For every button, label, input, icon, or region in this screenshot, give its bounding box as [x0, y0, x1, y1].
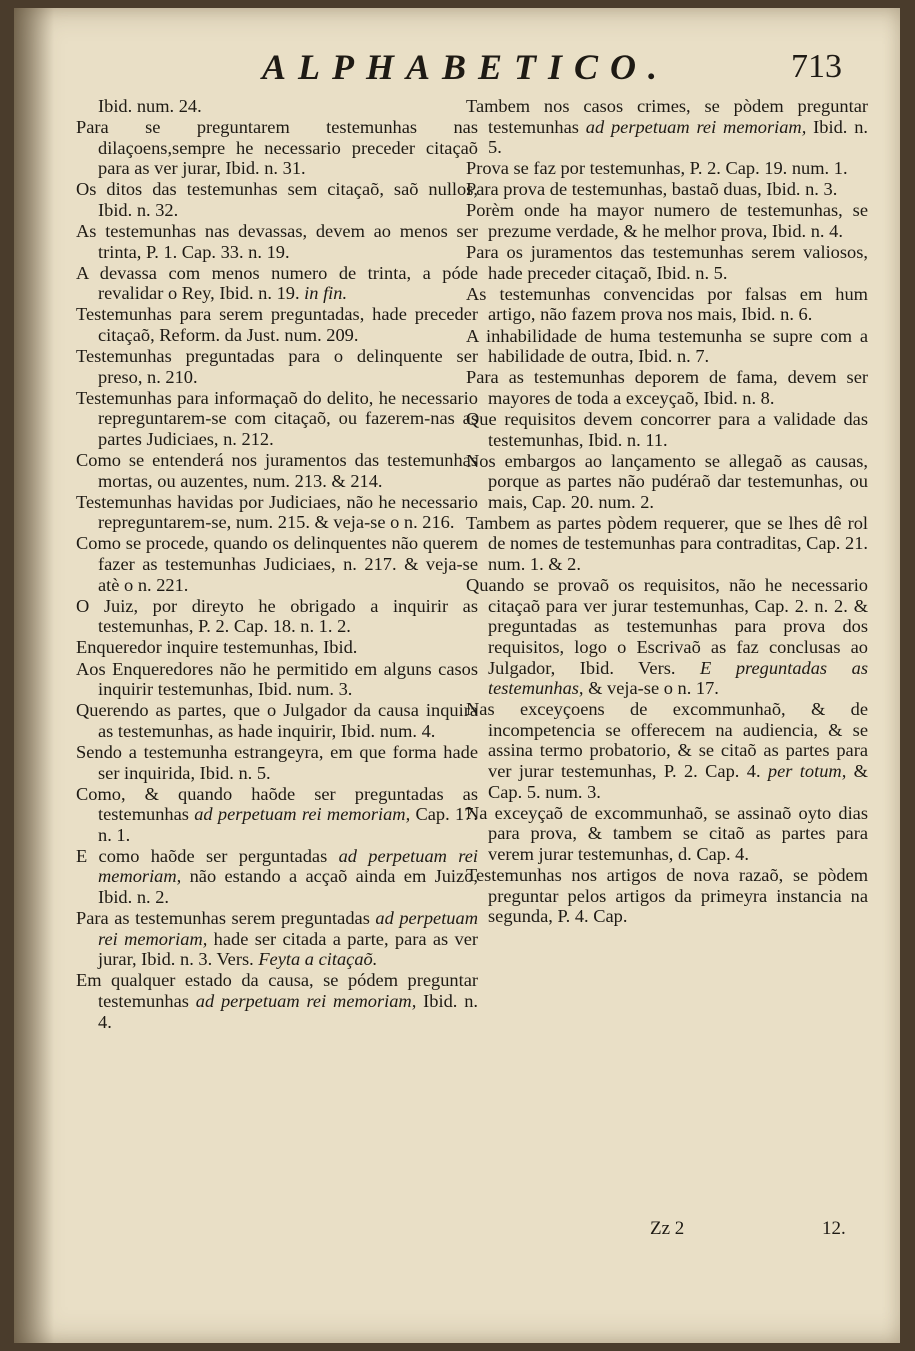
- running-title: ALPHABETICO.: [262, 47, 670, 87]
- index-entry: Em qualquer estado da causa, se pódem preguntar testemunhas ad perpetuam rei memoriam, Ibid. n. 4.: [76, 970, 478, 1032]
- book-page: [14, 8, 900, 1343]
- index-entry: Tambem as partes pòdem requerer, que se lhes dê rol de nomes de testemunhas para contraditas, Cap. 21. num. 1. & 2.: [466, 512, 868, 575]
- index-entry: Como se procede, quando os delinquentes não querem fazer as testemunhas Judiciaes, n. 217. & veja-se atè o n. 221.: [76, 533, 478, 595]
- index-entry: Porèm onde ha mayor numero de testemunhas, se prezume verdade, & he melhor prova, Ibid. n. 4.: [466, 200, 868, 242]
- index-entry: Como se entenderá nos juramentos das testemunhas mortas, ou auzentes, num. 213. & 214.: [76, 450, 478, 491]
- index-entry: Querendo as partes, que o Julgador da causa inquira as testemunhas, as hade inquirir, Ibid. num. 4.: [76, 700, 478, 741]
- catchword: 12.: [822, 1218, 846, 1239]
- index-entry: Nas exceyçoens de excommunhaõ, & de incompetencia se offerecem na audiencia, & se assina termo probatorio, & se citaõ as partes para ver jurar testemunhas, P. 2. Cap. 4. per totum, & Cap. 5. num. 3.: [466, 699, 868, 802]
- index-entry: A devassa com menos numero de trinta, a póde revalidar o Rey, Ibid. n. 19. in fin.: [76, 262, 478, 304]
- signature-mark: Zz 2: [650, 1218, 685, 1239]
- index-entry: Que requisitos devem concorrer para a validade das testemunhas, Ibid. n. 11.: [466, 408, 868, 450]
- index-entry: Testemunhas havidas por Judiciaes, não he necessario repreguntarem-se, num. 215. & veja-se o n. 216.: [76, 491, 478, 533]
- index-entry: Os ditos das testemunhas sem citaçaõ, saõ nullos, Ibid. n. 32.: [76, 179, 478, 220]
- page-number: 713: [791, 48, 842, 85]
- index-entry: O Juiz, por direyto he obrigado a inquirir as testemunhas, P. 2. Cap. 18. n. 1. 2.: [76, 595, 478, 637]
- index-entry: Para as testemunhas deporem de fama, devem ser mayores de toda a exceyçaõ, Ibid. n. 8.: [466, 367, 868, 408]
- index-entry: Testemunhas para serem preguntadas, hade preceder citaçaõ, Reform. da Just. num. 209.: [76, 304, 478, 346]
- index-entry: Para se preguntarem testemunhas nas dilaçoens,sempre he necessario preceder citaçaõ para as ver jurar, Ibid. n. 31.: [76, 117, 478, 179]
- index-entry: Ibid. num. 24.: [98, 96, 202, 116]
- index-column-left: [76, 96, 478, 1033]
- index-entry: Para as testemunhas serem preguntadas ad perpetuam rei memoriam, hade ser citada a parte, para as ver jurar, Ibid. n. 3. Vers. Feyta a citaçaõ.: [76, 908, 478, 970]
- page-header: [244, 46, 864, 96]
- index-entry: Quando se provaõ os requisitos, não he necessario citaçaõ para ver jurar testemunhas, Cap. 2. n. 2. & preguntadas as testemunhas para prova dos requisitos, logo o Escrivaõ as faz conclusas ao Julgador, Ibid. Vers. E preguntadas as testemunhas, & veja-se o n. 17.: [466, 575, 868, 699]
- index-entry: Aos Enqueredores não he permitido em alguns casos inquirir testemunhas, Ibid. num. 3.: [76, 658, 478, 700]
- index-entry: Como, & quando haõde ser preguntadas as testemunhas ad perpetuam rei memoriam, Cap. 17. n. 1.: [76, 783, 478, 845]
- index-entry: Prova se faz por testemunhas, P. 2. Cap. 19. num. 1.: [466, 158, 848, 179]
- index-entry: Para os juramentos das testemunhas serem valiosos, hade preceder citaçaõ, Ibid. n. 5.: [466, 242, 868, 283]
- index-entry: Para prova de testemunhas, bastaõ duas, Ibid. n. 3.: [466, 179, 838, 200]
- index-entry: Na exceyçaõ de excommunhaõ, se assinaõ oyto dias para prova, & tambem se citaõ as partes para verem jurar testemunhas, d. Cap. 4.: [466, 802, 868, 864]
- index-entry: Testemunhas nos artigos de nova razaõ, se pòdem preguntar pelos artigos da primeyra instancia na segunda, P. 4. Cap.: [466, 864, 868, 927]
- index-entry: Sendo a testemunha estrangeyra, em que forma hade ser inquirida, Ibid. n. 5.: [76, 741, 478, 783]
- index-entry: Testemunhas preguntadas para o delinquente ser preso, n. 210.: [76, 346, 478, 387]
- index-column-right: [466, 96, 868, 927]
- index-entry: As testemunhas convencidas por falsas em hum artigo, não fazem prova nos mais, Ibid. n. 6.: [466, 283, 868, 325]
- index-entry: Testemunhas para informaçaõ do delito, he necessario repreguntarem-se com citaçaõ, ou fazerem-nas as partes Judiciaes, n. 212.: [76, 387, 478, 449]
- index-entry: E como haõde ser perguntadas ad perpetuam rei memoriam, não estando a acçaõ ainda em Juizo, Ibid. n. 2.: [76, 845, 478, 908]
- index-entry: Tambem nos casos crimes, se pòdem preguntar testemunhas ad perpetuam rei memoriam, Ibid. n. 5.: [466, 96, 868, 158]
- index-entry: As testemunhas nas devassas, devem ao menos ser trinta, P. 1. Cap. 33. n. 19.: [76, 221, 478, 262]
- index-entry: Enqueredor inquire testemunhas, Ibid.: [76, 637, 358, 658]
- index-entry: A inhabilidade de huma testemunha se supre com a habilidade de outra, Ibid. n. 7.: [466, 325, 868, 367]
- index-entry: Nos embargos ao lançamento se allegaõ as causas, porque as partes não pudéraõ dar testemunhas, ou mais, Cap. 20. num. 2.: [466, 450, 868, 512]
- page-gutter-shadow: [14, 8, 54, 1343]
